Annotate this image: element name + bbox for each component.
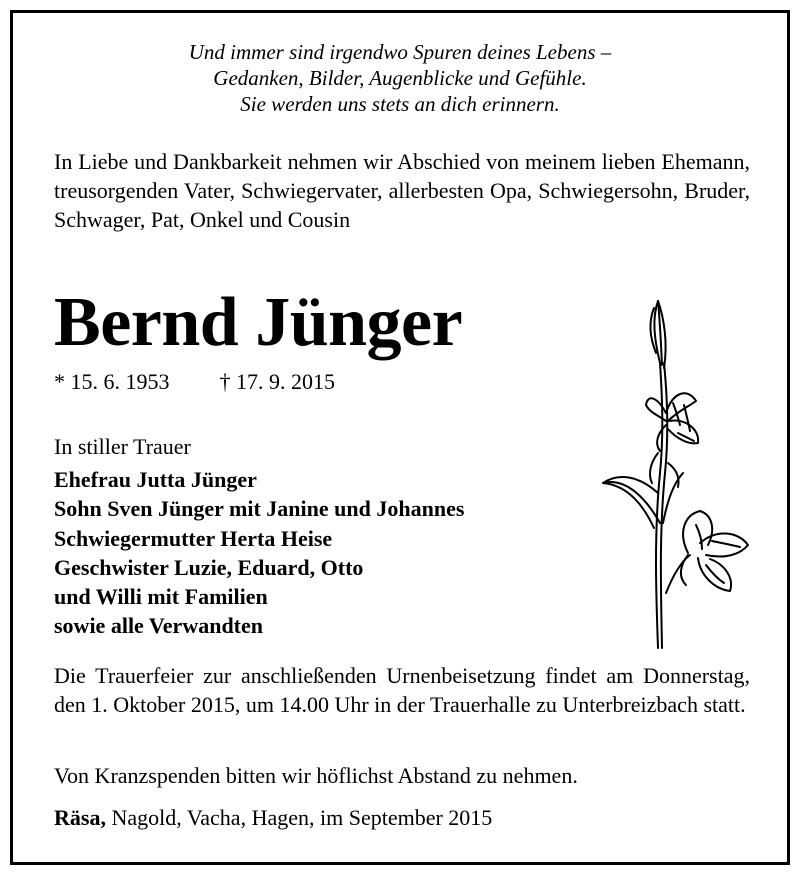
birth-date: * 15. 6. 1953 bbox=[54, 369, 170, 394]
mourner-line: sowie alle Verwandten bbox=[54, 613, 263, 639]
mourner-line: Geschwister Luzie, Eduard, Otto bbox=[54, 554, 364, 580]
service-text: Die Trauerfeier zur anschließenden Urnenbeisetzung findet am Donnerstag, den 1. Oktober 2015, um 14.00 Uhr in der Trauerhalle zu Unterbreizbach statt. bbox=[54, 663, 750, 717]
notice-frame bbox=[10, 10, 790, 865]
signoff bbox=[54, 803, 492, 832]
poem bbox=[13, 39, 787, 117]
iris-flower-icon bbox=[588, 293, 768, 653]
deceased-name: Bernd Jünger bbox=[54, 284, 463, 361]
signoff-place: Räsa, bbox=[54, 805, 106, 830]
death-date: † 17. 9. 2015 bbox=[219, 369, 335, 394]
poem-line: Sie werden uns stets an dich erinnern. bbox=[240, 92, 560, 116]
mourner-line: und Willi mit Familien bbox=[54, 584, 268, 610]
poem-line: Gedanken, Bilder, Augenblicke und Gefühle. bbox=[213, 66, 587, 90]
signoff-rest: Nagold, Vacha, Hagen, im September 2015 bbox=[105, 805, 493, 830]
intro-text: In Liebe und Dankbarkeit nehmen wir Abschied von meinem lieben Ehemann, treusorgenden Vater, Schwiegervater, allerbesten Opa, Schwiegersohn, Bruder, Schwager, Pat, Onkel und Cousin bbox=[54, 149, 750, 232]
mourner-line: Schwiegermutter Herta Heise bbox=[54, 525, 333, 551]
life-dates bbox=[54, 367, 335, 397]
mourners-heading: In stiller Trauer bbox=[54, 434, 191, 459]
wreath-note: Von Kranzspenden bitten wir höflichst Abstand zu nehmen. bbox=[54, 763, 578, 788]
poem-line: Und immer sind irgendwo Spuren deines Lebens – bbox=[188, 40, 612, 64]
mourner-line: Ehefrau Jutta Jünger bbox=[54, 467, 257, 492]
notice-content bbox=[13, 13, 787, 862]
mourners-list bbox=[54, 465, 464, 641]
mourner-line: Sohn Sven Jünger mit Janine und Johannes bbox=[54, 496, 465, 522]
